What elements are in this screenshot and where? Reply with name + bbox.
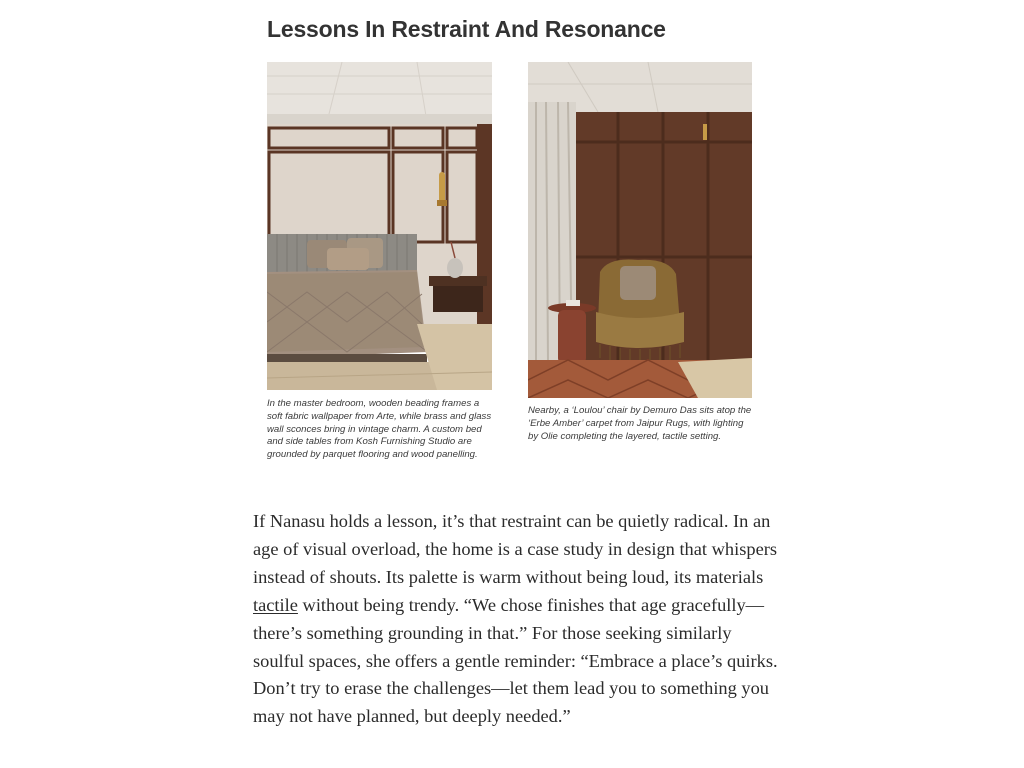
lounge-chair-photo-caption: Nearby, a ‘Loulou’ chair by Demuro Das sits atop the ‘Erbe Amber’ carpet from Jaipur Rugs, with lighting by Olie completing the layered, tactile setting. [528,405,752,442]
lounge-chair-photo[interactable] [528,62,752,398]
article-heading: Lessons In Restraint And Resonance [267,16,666,42]
bedroom-photo[interactable] [267,62,492,390]
tactile-link[interactable]: tactile [253,594,298,615]
paragraph-text-end: without being trendy. “We chose finishes that age gracefully—there’s something grounding in that.” For those seeking similarly soulful spaces, she offers a gentle reminder: “Embrace a place’s quirks. Don’t try to erase the challenges—let them lead you to something you may not have planned, but deeply needed.” [253,594,778,727]
bedroom-photo-caption: In the master bedroom, wooden beading frames a soft fabric wallpaper from Arte, while brass and glass wall sconces bring in vintage charm. A custom bed and side tables from Kosh Furnishing Studio are grounded by parquet flooring and wood panelling. [267,398,492,461]
article-paragraph [253,508,781,731]
paragraph-text-start: If Nanasu holds a lesson, it’s that restraint can be quietly radical. In an age of visual overload, the home is a case study in design that whispers instead of shouts. Its palette is warm without being loud, its materials [253,511,778,587]
